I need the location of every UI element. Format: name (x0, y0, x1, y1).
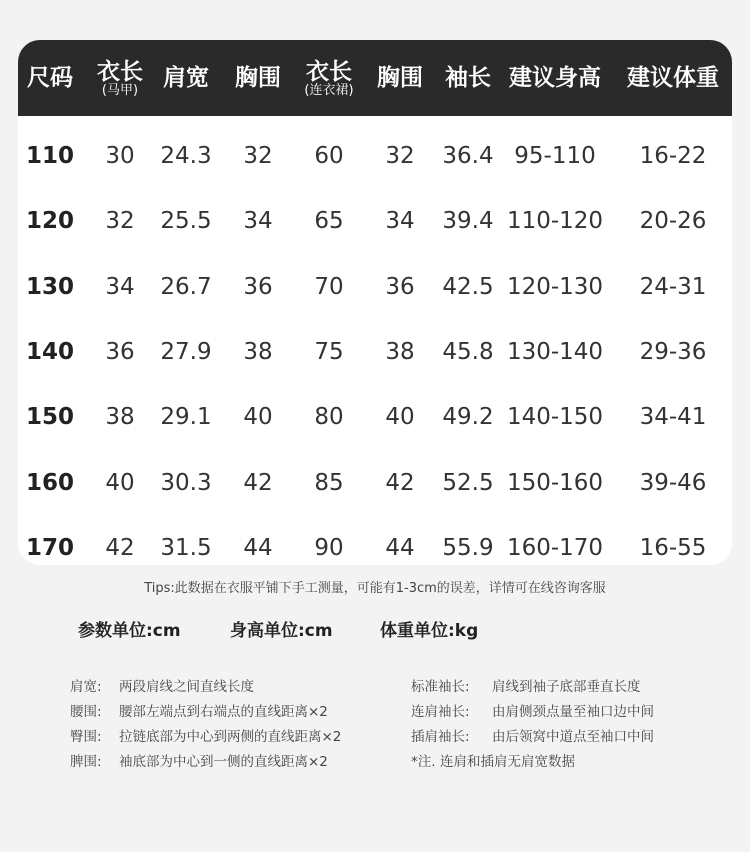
definition-term: 连肩袖长: (411, 704, 470, 720)
table-cell: 120-130 (506, 273, 604, 300)
table-cell: 55.9 (442, 534, 494, 561)
size-cell: 120 (25, 208, 75, 235)
table-row (18, 516, 732, 565)
table-cell: 38 (385, 338, 415, 365)
header-length-dress: 衣长 (连衣裙) (304, 59, 354, 98)
table-cell: 27.9 (160, 338, 212, 365)
table-cell: 31.5 (160, 534, 212, 561)
definition-term: 腰围: (70, 704, 102, 720)
definition-desc: 肩线到袖子底部垂直长度 (492, 679, 641, 695)
table-cell: 160-170 (506, 534, 604, 561)
table-cell: 29.1 (160, 404, 212, 431)
table-cell: 75 (314, 338, 344, 365)
table-cell: 110-120 (506, 208, 604, 235)
definition-desc: 由肩侧颈点量至袖口边中间 (492, 704, 654, 720)
table-cell: 42 (385, 469, 415, 496)
header-size: 尺码 (27, 65, 73, 91)
table-header (18, 40, 732, 116)
definition-term: 臀围: (70, 729, 102, 745)
definition-desc: 由后领窝中道点至袖口中间 (492, 729, 654, 745)
table-cell: 130-140 (506, 338, 604, 365)
table-cell: 24.3 (160, 143, 212, 169)
header-shoulder: 肩宽 (163, 65, 209, 91)
size-cell: 110 (25, 143, 75, 169)
table-row (18, 189, 732, 254)
table-cell: 30 (105, 143, 135, 169)
table-cell: 39-46 (639, 469, 707, 496)
size-cell: 160 (25, 469, 75, 496)
table-cell: 34 (243, 208, 273, 235)
table-cell: 38 (243, 338, 273, 365)
table-cell: 29-36 (639, 338, 707, 365)
table-cell: 36 (105, 338, 135, 365)
param-unit: 参数单位:cm (78, 621, 181, 641)
header-sleeve: 袖长 (445, 65, 491, 91)
table-cell: 95-110 (514, 143, 596, 169)
table-cell: 16-22 (639, 143, 707, 169)
size-cell: 150 (25, 404, 75, 431)
table-cell: 38 (105, 404, 135, 431)
header-weight: 建议体重 (627, 65, 719, 91)
table-cell: 36 (243, 273, 273, 300)
table-row (18, 255, 732, 320)
table-cell: 34-41 (639, 404, 707, 431)
definition-term: 标准袖长: (411, 679, 470, 695)
table-cell: 40 (105, 469, 135, 496)
table-cell: 44 (385, 534, 415, 561)
definition-term: 脾围: (70, 754, 102, 770)
table-cell: 44 (243, 534, 273, 561)
size-cell: 140 (25, 338, 75, 365)
table-cell: 150-160 (506, 469, 604, 496)
header-length-vest: 衣长 (马甲) (97, 59, 143, 98)
table-cell: 65 (314, 208, 344, 235)
height-unit: 身高单位:cm (230, 621, 333, 641)
header-chest-1: 胸围 (235, 65, 281, 91)
table-cell: 80 (314, 404, 344, 431)
definition-term: 肩宽: (70, 679, 102, 695)
tips-text: Tips:此数据在衣服平铺下手工测量，可能有1-3cm的误差，详情可在线咨询客服 (144, 581, 606, 596)
definition-desc: 腰部左端点到右端点的直线距离×2 (119, 704, 328, 720)
table-cell: 140-150 (506, 404, 604, 431)
table-cell: 40 (243, 404, 273, 431)
table-cell: 32 (105, 208, 135, 235)
table-cell: 36.4 (442, 143, 494, 169)
definition-desc: 两段肩线之间直线长度 (119, 679, 254, 695)
table-cell: 85 (314, 469, 344, 496)
definition-term: *注. (411, 754, 436, 770)
header-chest-2: 胸围 (377, 65, 423, 91)
table-cell: 30.3 (160, 469, 212, 496)
definition-term: 插肩袖长: (411, 729, 470, 745)
table-cell: 45.8 (442, 338, 494, 365)
table-cell: 34 (105, 273, 135, 300)
table-cell: 40 (385, 404, 415, 431)
header-height: 建议身高 (509, 65, 601, 91)
definition-desc: 连肩和插肩无肩宽数据 (440, 754, 575, 770)
table-cell: 24-31 (639, 273, 707, 300)
definition-desc: 袖底部为中心到一侧的直线距离×2 (119, 754, 328, 770)
table-cell: 42 (105, 534, 135, 561)
table-cell: 34 (385, 208, 415, 235)
table-cell: 25.5 (160, 208, 212, 235)
table-cell: 36 (385, 273, 415, 300)
table-row (18, 320, 732, 385)
table-cell: 42.5 (442, 273, 494, 300)
weight-unit: 体重单位:kg (380, 621, 479, 641)
table-cell: 20-26 (639, 208, 707, 235)
table-cell: 26.7 (160, 273, 212, 300)
table-cell: 32 (243, 143, 273, 169)
table-cell: 70 (314, 273, 344, 300)
table-row (18, 385, 732, 450)
table-cell: 39.4 (442, 208, 494, 235)
table-cell: 42 (243, 469, 273, 496)
definition-desc: 拉链底部为中心到两侧的直线距离×2 (119, 729, 342, 745)
table-cell: 32 (385, 143, 415, 169)
size-chart-card (18, 40, 732, 565)
size-cell: 130 (25, 273, 75, 300)
table-row (18, 451, 732, 516)
table-cell: 52.5 (442, 469, 494, 496)
table-cell: 16-55 (639, 534, 707, 561)
table-cell: 49.2 (442, 404, 494, 431)
table-row (18, 124, 732, 189)
table-cell: 90 (314, 534, 344, 561)
table-cell: 60 (314, 143, 344, 169)
size-cell: 170 (25, 534, 75, 561)
